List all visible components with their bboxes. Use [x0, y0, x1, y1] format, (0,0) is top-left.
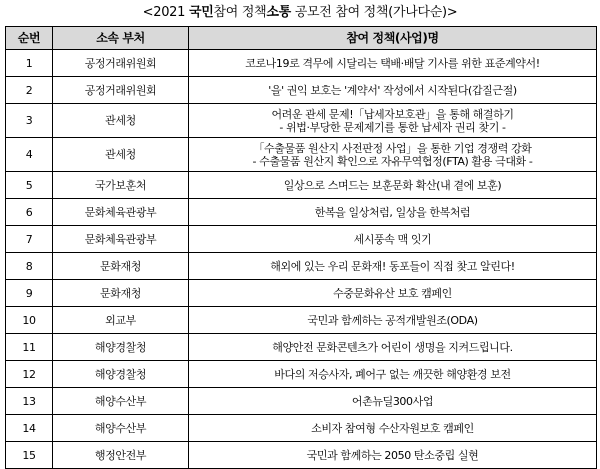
row-ministry: 문화체육관광부	[53, 199, 189, 226]
table-row	[6, 199, 597, 226]
row-number: 6	[6, 199, 53, 226]
policy-line: 국민과 함께하는 공적개발원조(ODA)	[307, 313, 478, 327]
row-number: 8	[6, 253, 53, 280]
table-row	[6, 415, 597, 442]
table-row	[6, 50, 597, 77]
row-policy	[189, 172, 597, 199]
title-bold-1: 국민	[188, 5, 214, 20]
row-number: 4	[6, 138, 53, 172]
row-number: 5	[6, 172, 53, 199]
row-policy	[189, 361, 597, 388]
row-policy	[189, 388, 597, 415]
title-prefix: <2021	[142, 5, 189, 20]
row-number: 14	[6, 415, 53, 442]
row-ministry: 해양수산부	[53, 388, 189, 415]
table-row	[6, 388, 597, 415]
header-number: 순번	[6, 27, 53, 50]
policy-line: 수중문화유산 보호 캠페인	[333, 286, 452, 300]
header-policy: 참여 정책(사업)명	[189, 27, 597, 50]
row-number: 11	[6, 334, 53, 361]
policy-line: 일상으로 스며드는 보훈문화 확산(내 곁에 보훈)	[283, 178, 502, 192]
row-policy	[189, 138, 597, 172]
row-number: 2	[6, 77, 53, 104]
row-ministry: 국가보훈처	[53, 172, 189, 199]
row-policy	[189, 442, 597, 469]
table-row	[6, 172, 597, 199]
policy-line: - 위법·부당한 문제제기를 통한 납세자 권리 찾기 -	[279, 120, 506, 134]
title-mid: 참여 정책	[213, 5, 267, 20]
policy-line: 바다의 저승사자, 폐어구 없는 깨끗한 해양환경 보전	[274, 367, 511, 381]
row-number: 7	[6, 226, 53, 253]
policy-line: 코로나19로 격무에 시달리는 택배·배달 기사를 위한 표준계약서!	[245, 56, 540, 70]
row-ministry: 문화재청	[53, 253, 189, 280]
row-policy	[189, 253, 597, 280]
table-row	[6, 334, 597, 361]
policy-line: 어촌뉴딜300사업	[351, 394, 434, 408]
table-row	[6, 361, 597, 388]
policy-line: 국민과 함께하는 2050 탄소중립 실현	[306, 448, 479, 462]
row-ministry: 관세청	[53, 104, 189, 138]
row-policy	[189, 199, 597, 226]
row-policy	[189, 50, 597, 77]
row-number: 9	[6, 280, 53, 307]
policy-line: 한복을 일상처럼, 일상을 한복처럼	[314, 205, 471, 219]
header-ministry: 소속 부처	[53, 27, 189, 50]
row-ministry: 행정안전부	[53, 442, 189, 469]
policy-line: 해양안전 문화콘텐츠가 어린이 생명을 지켜드립니다.	[272, 340, 513, 354]
table-row	[6, 442, 597, 469]
row-policy	[189, 415, 597, 442]
row-number: 10	[6, 307, 53, 334]
table-row	[6, 77, 597, 104]
policy-line: 해외에 있는 우리 문화재! 동포들이 직접 찾고 알린다!	[270, 259, 515, 273]
title-bold-2: 소통	[266, 5, 291, 20]
row-ministry: 문화재청	[53, 280, 189, 307]
row-ministry: 문화체육관광부	[53, 226, 189, 253]
policy-line: 소비자 참여형 수산자원보호 캠페인	[311, 421, 474, 435]
row-policy	[189, 104, 597, 138]
row-number: 1	[6, 50, 53, 77]
policy-line: - 수출물품 원산지 확인으로 자유무역협정(FTA) 활용 극대화 -	[252, 154, 533, 168]
row-ministry: 해양수산부	[53, 415, 189, 442]
row-policy	[189, 226, 597, 253]
row-policy	[189, 280, 597, 307]
table-row	[6, 226, 597, 253]
policy-line: 어려운 관세 문제!「납세자보호관」을 통해 해결하기	[271, 107, 514, 121]
row-policy	[189, 77, 597, 104]
policy-line: 세시풍속 맥 잇기	[353, 232, 432, 246]
row-number: 13	[6, 388, 53, 415]
table-row	[6, 280, 597, 307]
row-number: 3	[6, 104, 53, 138]
policy-line: '을' 권익 보호는 '계약서' 작성에서 시작된다(갑질근절)	[268, 83, 517, 97]
title-suffix: 공모전 참여 정책(가나다순)>	[290, 5, 458, 20]
table-row	[6, 307, 597, 334]
table-row	[6, 104, 597, 138]
policy-line: 「수출물품 원산지 사전판정 사업」을 통한 기업 경쟁력 강화	[253, 141, 532, 155]
row-number: 12	[6, 361, 53, 388]
page-title	[0, 3, 600, 23]
table-row	[6, 138, 597, 172]
table-header-row	[6, 27, 597, 50]
row-ministry: 외교부	[53, 307, 189, 334]
row-ministry: 해양경찰청	[53, 361, 189, 388]
row-ministry: 해양경찰청	[53, 334, 189, 361]
policy-table	[5, 26, 597, 469]
row-ministry: 공정거래위원회	[53, 50, 189, 77]
table-body	[6, 50, 597, 469]
table-row	[6, 253, 597, 280]
row-ministry: 공정거래위원회	[53, 77, 189, 104]
row-ministry: 관세청	[53, 138, 189, 172]
row-number: 15	[6, 442, 53, 469]
row-policy	[189, 307, 597, 334]
row-policy	[189, 334, 597, 361]
